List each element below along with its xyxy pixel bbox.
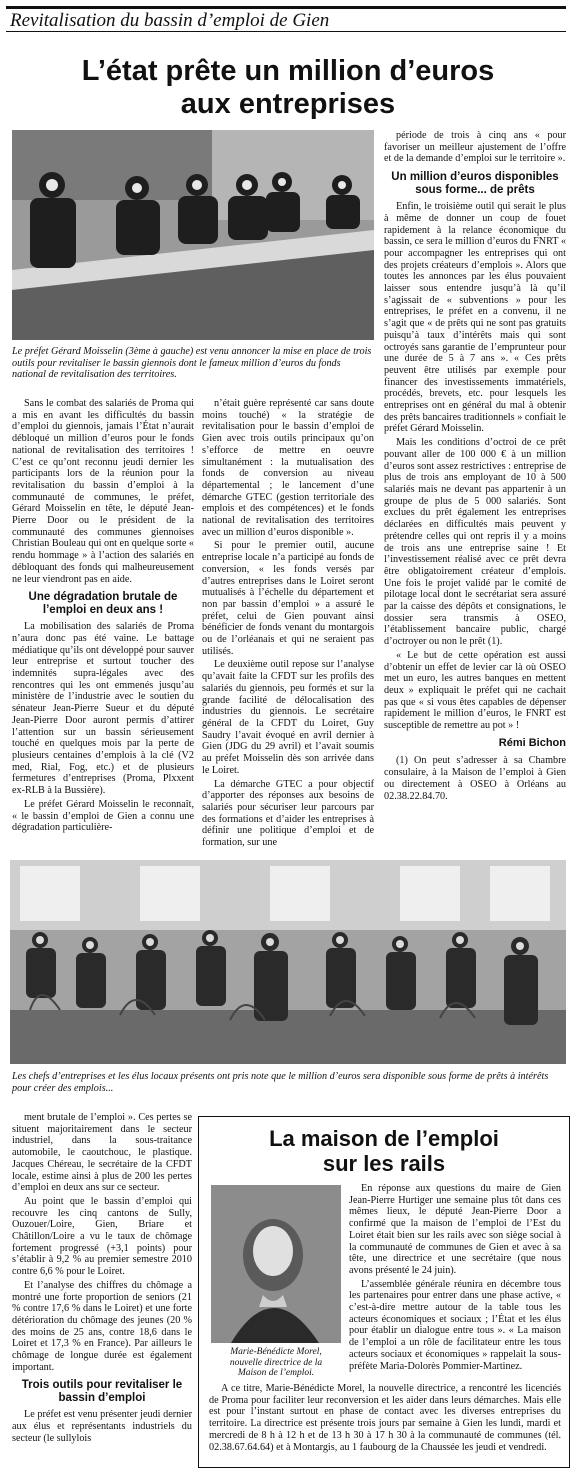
- headline-line-1: L’état prête un million d’euros: [81, 55, 495, 87]
- box-title-line-1: La maison de l’emploi: [269, 1126, 499, 1151]
- caption-line: Marie-Bénédicte Morel,: [230, 1347, 322, 1357]
- sidebar-article-box: [198, 1116, 570, 1468]
- article-column-4: [12, 1112, 192, 1468]
- section-kicker: Revitalisation du bassin d’emploi de Gien: [10, 10, 330, 31]
- paragraph: Sans le combat des salariés de Proma qui a mis en avant les difficultés du bassin d’emploi du giennois, jamais l’État n’aurait débloqué un million d’euros pour le fonds national de revitalisation des territoires ! C’est ce qu’ont reconnu jeudi dernier les participants lors de la réunion pour la revitalisation du bassin d’emploi à la communauté de communes, le préfet, Gérard Moisselin en tête, le député Jean-Pierre Door ou le président de la communauté des communes giennoises Christian Bouleau qui ont en quelque sorte « rendu hommage » à l’action des salariés en débloquant des fonds qui malheureusement ne leur viendront pas en aide.: [12, 398, 194, 585]
- paragraph: La mobilisation des salariés de Proma n’aura donc pas été vaine. Le battage médiatique qu’ils ont développé pour sauver leur entreprise et surtout toucher des indemnités supra-légales avec des rencontres qui les ont emmenés jusqu’au ministère de l’industrie avec le soutien du sénateur Jean-Pierre Sueur et du député Jean-Pierre Door auront permis d’attirer l’attention sur un bassin sérieusement touché en quelques mois par la perte de plusieurs centaines d’emplois à la clé (V2 med, Rial, Fog, etc.) et de plusieurs fermetures d’entreprises (Proma, Plxxent ex-RLB à la Bussière).: [12, 621, 194, 797]
- author-signature: Rémi Bichon: [498, 736, 566, 749]
- photo-caption-director: [211, 1347, 341, 1379]
- caption-line: nouvelle directrice de la: [229, 1357, 323, 1368]
- subheading: Un million d’euros disponibles sous forme... de prêts: [391, 171, 559, 197]
- paragraph: Enfin, le troisième outil qui serait le plus à même de donner un coup de fouet rapidement à la relance économique du bassin, ce sera le million d’euros du FNRT « pour accompagner les entreprises qui ont des projets créateurs d’emplois ». Alors que toutes les annonces par les élus pouvaient laisser sous entendre jusqu’à là qu’il s’agissait de « subventions » pour les entreprises, le préfet en a convenu, il ne s’agit que « de prêts qui ne sont pas gratuits puisqu’à taux d’intérêts mais qui sont octroyés sans garantie de l’emprunteur pour une durée de 5 à 7 ans ». « Ces prêts peuvent être utilisés par exemple pour financer des investissements immatériels, procédés, brevets, etc. pour lesquels les entreprises ont en général du mal à obtenir des prêts bancaires traditionnels » confiait le préfet Gérard Moisselin.: [384, 201, 566, 435]
- paragraph: Si pour le premier outil, aucune entreprise locale n’a participé au fonds de conversion, « les fonds versés par d’autres entreprises dans le Loiret seront mutualisés à l’échelle du département et non par bassin d’emploi » a assuré le préfet, celui de Gien pouvant ainsi bénéficier de fonds venant du montargois ou de l’orléanais et qui ne seraient pas utilisés.: [202, 540, 374, 657]
- photo-caption-audience: Les chefs d’entreprises et les élus locaux présents ont pris note que le million d’euros sera disponible sous forme de prêts à intérêts pour créer des emplois...: [12, 1071, 549, 1094]
- paragraph: n’était guère représenté car sans doute moins touché) « la stratégie de revitalisation pour le bassin d’emploi de Gien avec trois outils principaux qu’on s’efforce de mettre en oeuvre simultanément : la mutualisation des fonds de conversion au niveau départemental ; le lancement d’une démarche GTEC (gestion territoriale des emplois et des compétences) et le fonds national de revitalisation des territoires avec un million d’euros disponible ».: [202, 398, 374, 538]
- paragraph: Mais les conditions d’octroi de ce prêt pouvant aller de 100 000 € à un million d’euros sont assez restrictives : entreprise de plus de trois ans employant de 10 à 500 salariés mais ne devant pas appartenir à un groupe de plus de 5 000 salariés. Sont exclues du prêt également les entreprises déclarées en difficultés mais peuvent y prétendre celles qui ont repris il y a moins de trois ans une entreprise saine ! Et l’investissement réalisé avec ce prêt devra être obligatoirement créateur d’emplois. Une fois le projet validé par le comité de pilotage local dont le secrétariat sera assuré par la caisse des dépôts et consignations, le dossier sera transmis à OSEO, l’établissement bancaire public, chargé d’octroyer ou non le prêt (1).: [384, 437, 566, 648]
- paragraph: Au point que le bassin d’emploi qui recouvre les cinq cantons de Sully, Ouzouer/Loire, Gien, Briare et Châtillon/Loire a vu le taux de chômage fortement progressé (+3,1 points) pour s’établir à 9,2 % au premier semestre 2010 contre 6,6 % pour le Loiret.: [12, 1195, 192, 1278]
- article-column-1: [12, 398, 194, 840]
- paragraph: En réponse aux questions du maire de Gien Jean-Pierre Hurtiger une semaine plus tôt dans ces mêmes lieux, le député Jean-Pierre Door a confirmé que la maison de l’emploi de l’Est du Loiret était bien sur les rails avec son siège social à la communauté de communes de Gien et avec à sa tête, une directrice et une secrétaire (que nous avons présenté le 24 juin).: [349, 1183, 561, 1276]
- caption-line: Maison de l’emploi.: [237, 1368, 315, 1378]
- paragraph: A ce titre, Marie-Bénédicte Morel, la nouvelle directrice, a rencontré les licenciés de Proma pour faciliter leur reconversion et les aider dans leurs démarches. Mais elle est pour l’instant surtout en phase de contact avec les diverses entreprises du territoire. La directrice est présente trois jours par semaine à Gien les lundi, mardi et mercredi de 8 h à 12 h et de 13 h 30 à 17 h 30 à la communauté de communes (tél. 02.38.67.64.64) et à Montargis, au 1 faubourg de la Chaussée les jeudi et vendredi.: [209, 1383, 561, 1453]
- paragraph: ment brutale de l’emploi ». Ces pertes se situent majoritairement dans le secteur industriel, dans la sous-traitance automobile, le caoutchouc, le plastique. Jacques Chéreau, le secrétaire de la CFDT locale, estime ainsi à plus de 200 les pertes d’emploi en deux ans sur ce secteur.: [12, 1112, 192, 1194]
- photo-officials-table: [12, 130, 374, 340]
- subheading: Une dégradation brutale de l’emploi en deux ans !: [28, 591, 178, 617]
- article-column-2: [202, 398, 374, 849]
- headline-line-2: aux entreprises: [180, 88, 396, 120]
- article-column-3: [384, 130, 566, 846]
- photo-director-portrait: [211, 1185, 341, 1343]
- paragraph: L’assemblée générale réunira en décembre tous les partenaires pour entrer dans une phase active, « c’est-à-dire mettre autour de la table tous les acteurs économiques et sociaux ; l’État et les élus pour établir un dialogue entre tous ». « La maison de l’emploi a un rôle de facilitateur entre les tous acteurs sociaux et économiques » rappelait la sous-préfète Maria-Dolorès Pommier-Martinez.: [349, 1278, 561, 1372]
- box-column-right: [349, 1183, 561, 1373]
- box-title-line-2: sur les rails: [322, 1151, 446, 1176]
- footnote: (1) On peut s’adresser à sa Chambre consulaire, à la Maison de l’emploi à Gien ou directement à OSEO à Orléans au 02.38.22.84.70.: [384, 755, 566, 802]
- paragraph: Le préfet est venu présenter jeudi dernier aux élus et représentants industriels du secteur (le sullylois: [12, 1409, 192, 1444]
- paragraph: La démarche GTEC a pour objectif d’apporter des réponses aux besoins de salariés pour sécuriser leur parcours par des formations et d’aider les entreprises à définir une politique d’emploi et de formation, sur une: [202, 778, 374, 849]
- paragraph: période de trois à cinq ans « pour favoriser un meilleur ajustement de l’offre et de la demande d’emploi sur le territoire ».: [384, 130, 566, 165]
- photo-audience: [10, 860, 566, 1064]
- box-column-bottom: [209, 1383, 561, 1465]
- photo-caption-officials: Le préfet Gérard Moisselin (3ème à gauche) est venu annoncer la mise en place de trois outils pour revitaliser le bassin giennois dont le fameux million d’euros du fonds national de revitalisation des territoires.: [12, 346, 372, 381]
- paragraph: « Le but de cette opération est aussi d’obtenir un effet de levier car là où OSEO met un euro, les autres banques en mettent deux » expliquait le préfet qui ne cachait pas que « si vous êtes capables de dépenser rapidement le million d’euros, le FNRT est susceptible de remettre au pot » !: [384, 649, 566, 732]
- paragraph: Et l’analyse des chiffres du chômage a montré une forte proportion de seniors (21 % contre 17,6 % dans le Loiret) et une forte détérioration du chômage des jeunes (20 % des moins de 25 ans, contre 18,6 dans le Loiret et 17,3 % en France). Par ailleurs le chômage de longue durée est également important.: [12, 1279, 192, 1373]
- paragraph: Le deuxième outil repose sur l’analyse qu’avait faite la CFDT sur les profils des salariés du giennois, peu formés et sur la grande facilité de délocalisation des industries du giennois. Le secrétaire général de la CFDT du Loiret, Guy Saudry l’avait évoqué en avril dernier à Gien (JDG du 29 avril) et l’avait soumis au préfet Moisselin dès son arrivée dans le Loiret.: [202, 659, 374, 776]
- paragraph: Le préfet Gérard Moisselin le reconnaît, « le bassin d’emploi de Gien a connu une dégradation particulière-: [12, 798, 194, 834]
- subheading: Trois outils pour revitaliser le bassin d’emploi: [21, 1379, 183, 1405]
